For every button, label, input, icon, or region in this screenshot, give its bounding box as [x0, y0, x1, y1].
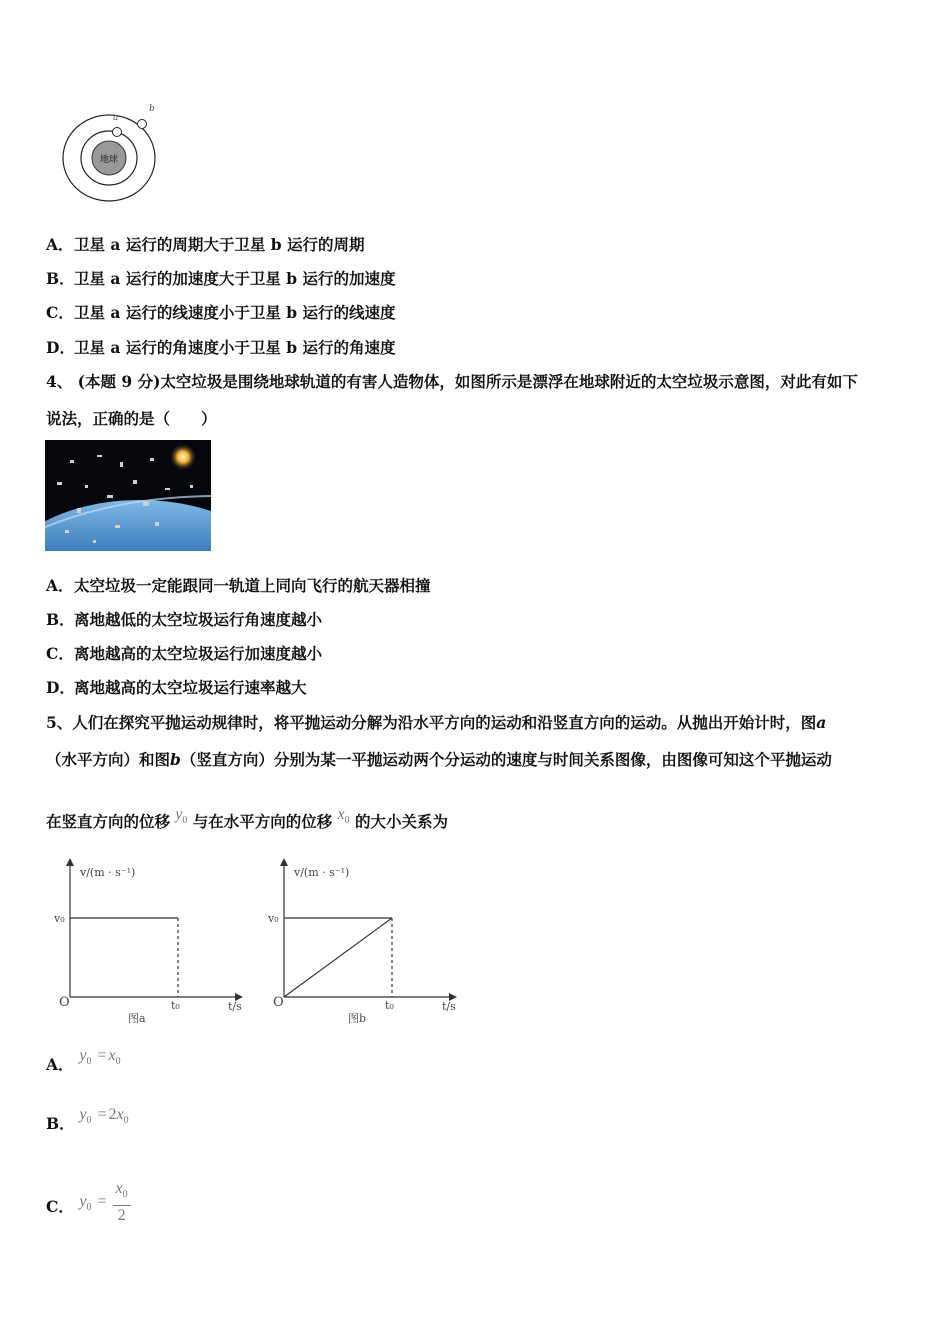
q4-option-c: C．离地越高的太空垃圾运行加速度越小	[46, 644, 323, 663]
y0-symbol: $y_0$	[175, 806, 188, 827]
graph-a-t0: t₀	[171, 999, 180, 1012]
graph-a-v0: v₀	[54, 912, 65, 925]
graph-b-ylabel: v/(m · s⁻¹)	[294, 866, 350, 879]
q5-stem-line2: （水平方向）和图b（竖直方向）分别为某一平抛运动两个分运动的速度与时间关系图像，由图像可知这个平抛运动	[46, 750, 832, 769]
q4-option-a: A．太空垃圾一定能跟同一轨道上同向飞行的航天器相撞	[46, 576, 431, 595]
graph-b-origin: O	[273, 995, 284, 1010]
q3-option-d: D．卫星 a 运行的角速度小于卫星 b 运行的角速度	[46, 338, 396, 357]
q5-option-c: C． $y_0$ = $\frac{x_0}{2}$	[46, 1185, 131, 1232]
graph-a-ylabel: v/(m · s⁻¹)	[80, 866, 136, 879]
q4-option-d: D．离地越高的太空垃圾运行速率越大	[46, 678, 307, 697]
satellite-a-label: a	[113, 113, 119, 123]
space-debris-image	[45, 440, 211, 551]
graph-a	[52, 852, 252, 1027]
graph-b-v0: v₀	[268, 912, 279, 925]
graph-a-origin: O	[59, 995, 70, 1010]
q4-stem-line2: 说法，正确的是（ ）	[46, 409, 217, 428]
satellite-b-label: b	[149, 104, 155, 114]
q5-option-b: B． $y_0 = 2x_0$	[46, 1106, 129, 1133]
graph-a-caption: 图a	[128, 1012, 146, 1025]
graph-b-t0: t₀	[385, 999, 394, 1012]
graph-b-caption: 图b	[348, 1012, 367, 1025]
q4-option-b: B．离地越低的太空垃圾运行角速度越小	[46, 610, 323, 629]
q4-stem-line1: 4、 (本题 9 分)太空垃圾是围绕地球轨道的有害人造物体，如图所示是漂浮在地球附近的太空垃圾示意图，对此有如下	[46, 372, 858, 391]
graph-a-tlabel: t/s	[228, 1000, 242, 1013]
q3-option-a: A．卫星 a 运行的周期大于卫星 b 运行的周期	[46, 235, 365, 254]
graph-b-tlabel: t/s	[442, 1000, 456, 1013]
orbit-diagram	[58, 100, 168, 205]
x0-symbol: $x_0$	[337, 806, 350, 827]
earth-label: 地球	[99, 155, 119, 165]
graph-b	[266, 852, 466, 1027]
q3-option-b: B．卫星 a 运行的加速度大于卫星 b 运行的加速度	[46, 269, 396, 288]
q5-stem-line1: 5、人们在探究平抛运动规律时，将平抛运动分解为沿水平方向的运动和沿竖直方向的运动。从抛出开始计时，图a	[46, 713, 827, 732]
q5-stem-line3: 在竖直方向的位移 $y_0$ 与在水平方向的位移 $x_0$ 的大小关系为	[46, 806, 448, 831]
q3-option-c: C．卫星 a 运行的线速度小于卫星 b 运行的线速度	[46, 303, 396, 322]
q5-option-a: A． $y_0 = x_0$	[46, 1047, 121, 1074]
